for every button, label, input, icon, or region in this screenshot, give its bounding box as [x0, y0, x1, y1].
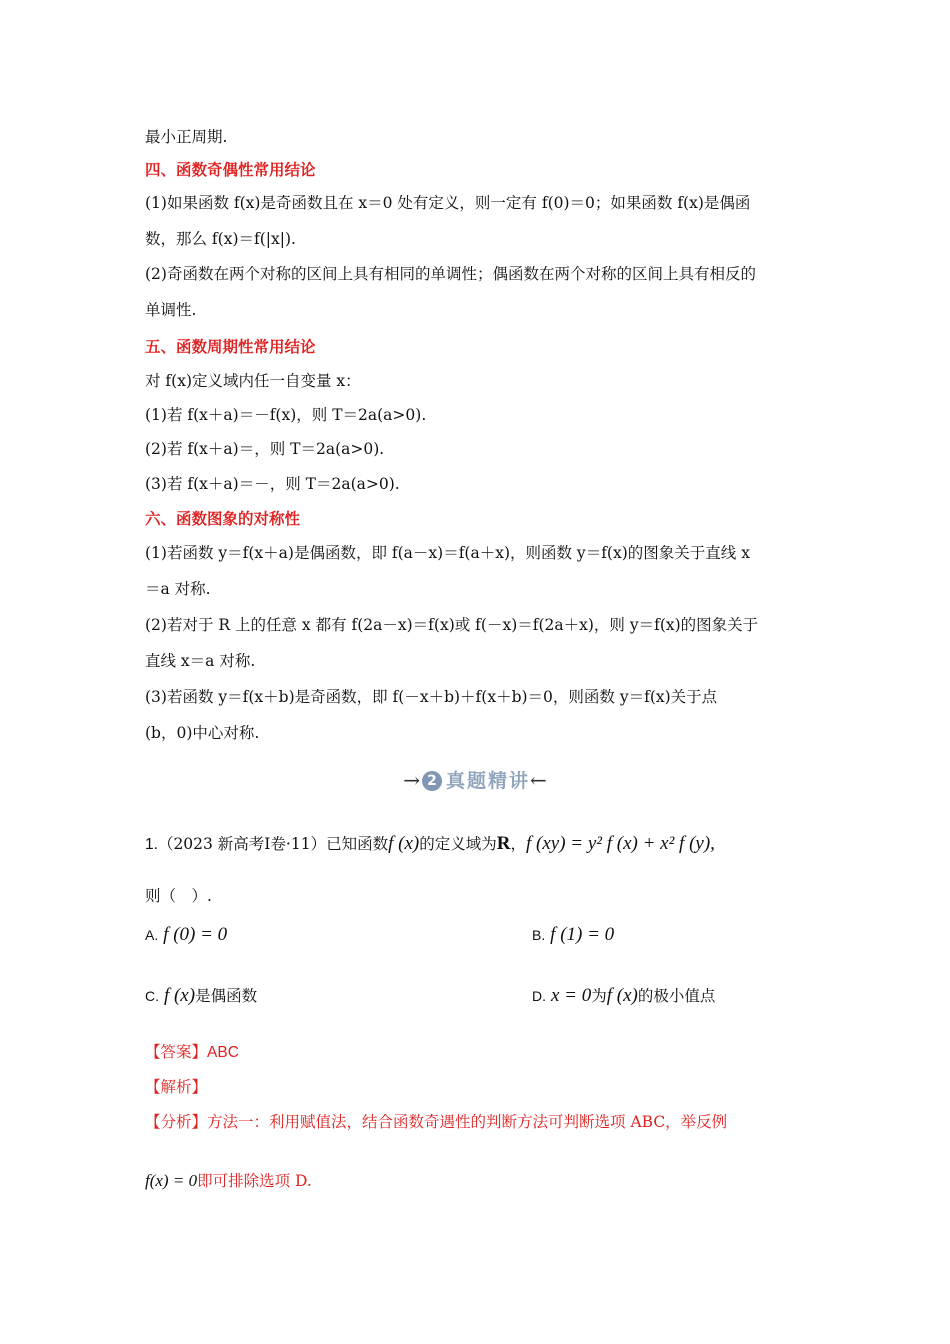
math-fx: f (x): [388, 833, 420, 854]
text-line: (2)若 f(x＋a)＝，则 T＝2a(a>0).: [145, 440, 385, 458]
section-heading-4: 四、函数奇偶性常用结论: [145, 161, 316, 179]
question-stem: [145, 834, 715, 855]
text-line: (2)若对于 R 上的任意 x 都有 f(2a－x)＝f(x)或 f(－x)＝f(2a＋x)，则 y＝f(x)的图象关于: [145, 616, 759, 634]
math-equation: f (xy) = y² f (x) + x² f (y),: [525, 833, 715, 854]
text-line: (1)若函数 y＝f(x＋a)是偶函数，即 f(a－x)＝f(a＋x)，则函数 y＝f(x)的图象关于直线 x: [145, 544, 750, 562]
domain-text: 的定义域为: [419, 835, 497, 853]
section-heading-5: 五、函数周期性常用结论: [145, 338, 316, 356]
option-letter: D.: [532, 988, 546, 1004]
text-line: (b，0)中心对称.: [145, 724, 260, 742]
section-banner: [0, 766, 950, 793]
option-math: f (1) = 0: [550, 924, 615, 945]
text-line: 单调性.: [145, 301, 197, 319]
right-arrow-icon: ←: [530, 768, 547, 792]
text-line: (3)若 f(x＋a)＝－，则 T＝2a(a>0).: [145, 475, 400, 493]
question-number: 1.: [145, 836, 158, 853]
banner-title: 真题精讲: [445, 770, 530, 792]
text-line: (3)若函数 y＝f(x＋b)是奇函数，即 f(－x＋b)＋f(x＋b)＝0，则函数 y＝f(x)关于点: [145, 688, 718, 706]
text-line: 数，那么 f(x)＝f(|x|).: [145, 230, 296, 248]
text-line: 直线 x＝a 对称.: [145, 652, 256, 670]
text-line: 对 f(x)定义域内任一自变量 x：: [145, 372, 361, 390]
answer-label: 【答案】: [145, 1043, 208, 1061]
text-line: ＝a 对称.: [145, 580, 211, 598]
text-line: (2)奇函数在两个对称的区间上具有相同的单调性；偶函数在两个对称的区间上具有相反的: [145, 265, 756, 283]
counter-text: 即可排除选项 D.: [197, 1172, 312, 1190]
math-R: R: [496, 833, 511, 854]
question-then: 则（ ）.: [145, 887, 212, 905]
text-line: (1)如果函数 f(x)是奇函数且在 x＝0 处有定义，则一定有 f(0)＝0；如果函数 f(x)是偶函: [145, 194, 751, 212]
number-badge: 2: [422, 771, 442, 791]
option-letter: A.: [145, 927, 159, 943]
answer-line: [145, 1042, 239, 1063]
option-b: [532, 924, 614, 946]
analysis-method: [145, 1112, 727, 1132]
left-arrow-icon: →: [403, 768, 420, 792]
method-label: 【分析】: [145, 1113, 208, 1131]
section-heading-6: 六、函数图象的对称性: [145, 510, 301, 528]
text-line: (1)若 f(x＋a)＝－f(x)，则 T＝2a(a>0).: [145, 406, 427, 424]
option-math: f (x): [163, 985, 196, 1006]
method-text: 方法一：利用赋值法，结合函数奇遇性的判断方法可判断选项 ABC，举反例: [207, 1113, 728, 1131]
comma: ，: [510, 835, 526, 853]
option-mid: 为: [591, 987, 607, 1005]
option-math-2: f (x): [606, 985, 638, 1006]
option-math: x = 0: [550, 985, 592, 1006]
option-text: 的极小值点: [637, 987, 716, 1005]
option-math: f (0) = 0: [163, 924, 228, 945]
option-letter: B.: [532, 927, 546, 943]
option-a: [145, 924, 227, 946]
answer-value: ABC: [207, 1044, 239, 1061]
option-c: [145, 984, 257, 1007]
option-text: 是偶函数: [195, 987, 258, 1005]
question-source: （2023 新高考Ⅰ卷·11）已知函数: [157, 835, 389, 853]
analysis-label: 【解析】: [145, 1078, 208, 1096]
option-d: [532, 984, 715, 1007]
text-line: 最小正周期.: [145, 128, 228, 146]
counter-math: f(x) = 0: [145, 1171, 198, 1190]
analysis-counter: [145, 1171, 312, 1191]
option-letter: C.: [145, 988, 159, 1004]
